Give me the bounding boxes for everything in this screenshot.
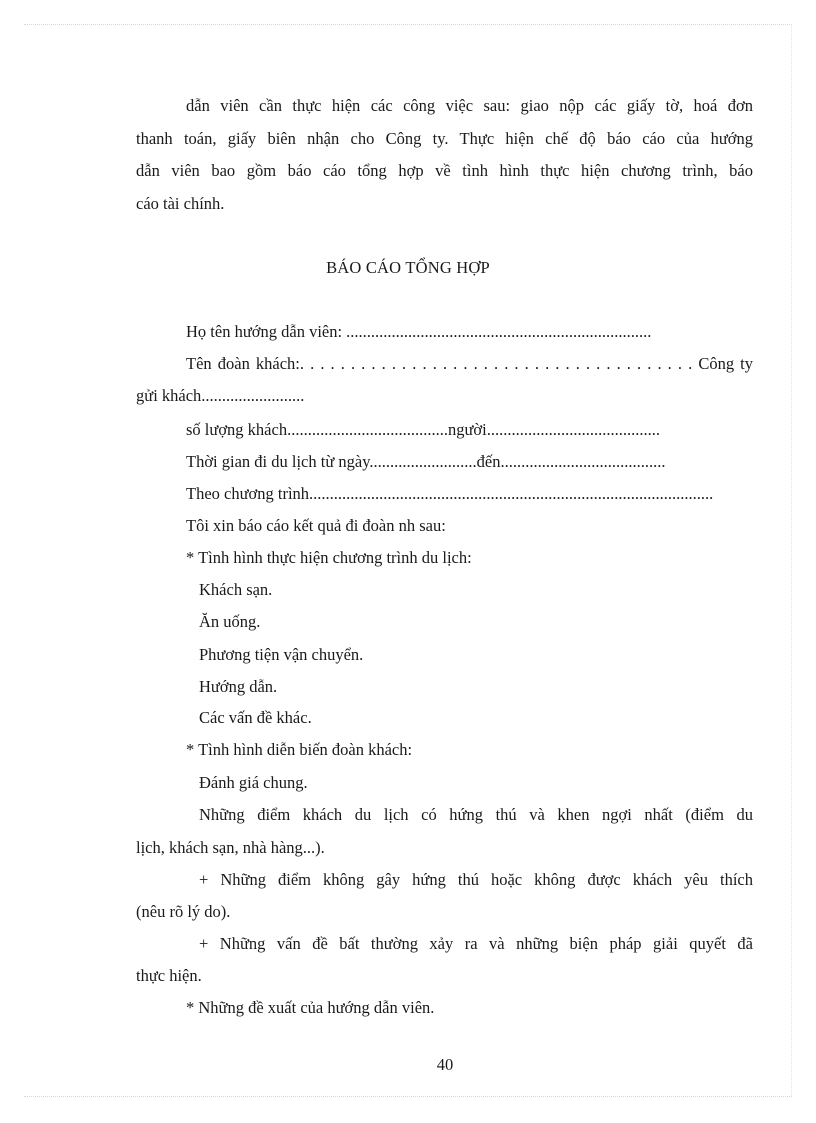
report-intro: Tôi xin báo cáo kết quả đi đoàn nh sau: (186, 516, 446, 535)
issues-line-1: + Những vấn đề bất thường xảy ra và những biện pháp giải quyết đã (199, 934, 753, 953)
group-status-heading: * Tình hình diễn biến đoàn khách: (186, 740, 413, 759)
intro-line-3: dẫn viên bao gồm báo cáo tổng hợp về tình hình thực hiện chương trình, báo (136, 161, 753, 180)
intro-line-1: dẫn viên cần thực hiện các công việc sau: giao nộp các giấy tờ, hoá đơn (186, 96, 753, 115)
intro-line-2: thanh toán, giấy biên nhận cho Công ty. Thực hiện chế độ báo cáo của hướng (136, 129, 753, 148)
issues-line-2: thực hiện. (136, 966, 202, 985)
proposals: * Những đề xuất của hướng dẫn viên. (186, 998, 435, 1017)
report-title: BÁO CÁO TỔNG HỢP (326, 258, 490, 277)
page-border-bottom (24, 1096, 792, 1097)
dislikes-line-1: + Những điểm không gây hứng thú hoặc không được khách yêu thích (199, 870, 753, 889)
guide-name-field: Họ tên hướng dẫn viên: .......................................................................... (186, 322, 652, 341)
group-name-field-cont: gửi khách......................... (136, 386, 305, 405)
page-border-top (24, 24, 792, 25)
page-number: 40 (436, 1055, 454, 1074)
program-status-heading: * Tình hình thực hiện chương trình du lịch: (186, 548, 472, 567)
intro-line-4: cáo tài chính. (136, 194, 225, 213)
page-border-right (791, 24, 792, 1096)
general-assessment: Đánh giá chung. (199, 773, 308, 792)
travel-time-field: Thời gian đi du lịch từ ngày..........................đến........................................ (186, 452, 666, 471)
program-item-other: Các vấn đề khác. (199, 708, 312, 727)
dislikes-line-2: (nêu rõ lý do). (136, 902, 231, 921)
highlights-line-1: Những điểm khách du lịch có hứng thú và khen ngợi nhất (điểm du (199, 805, 753, 824)
program-field: Theo chương trình.................................................................................................. (186, 484, 714, 503)
group-name-field: Tên đoàn khách:. . . . . . . . . . . . . . . . . . . . . . . . . . . . . . . . . . . . . . . Công ty (186, 354, 753, 373)
program-item-guiding: Hướng dẫn. (199, 677, 278, 696)
program-item-food: Ăn uống. (199, 612, 261, 631)
guest-count-field: số lượng khách.......................................người.......................................... (186, 420, 660, 439)
program-item-transport: Phương tiện vận chuyển. (199, 645, 364, 664)
program-item-hotel: Khách sạn. (199, 580, 273, 599)
highlights-line-2: lịch, khách sạn, nhà hàng...). (136, 838, 325, 857)
